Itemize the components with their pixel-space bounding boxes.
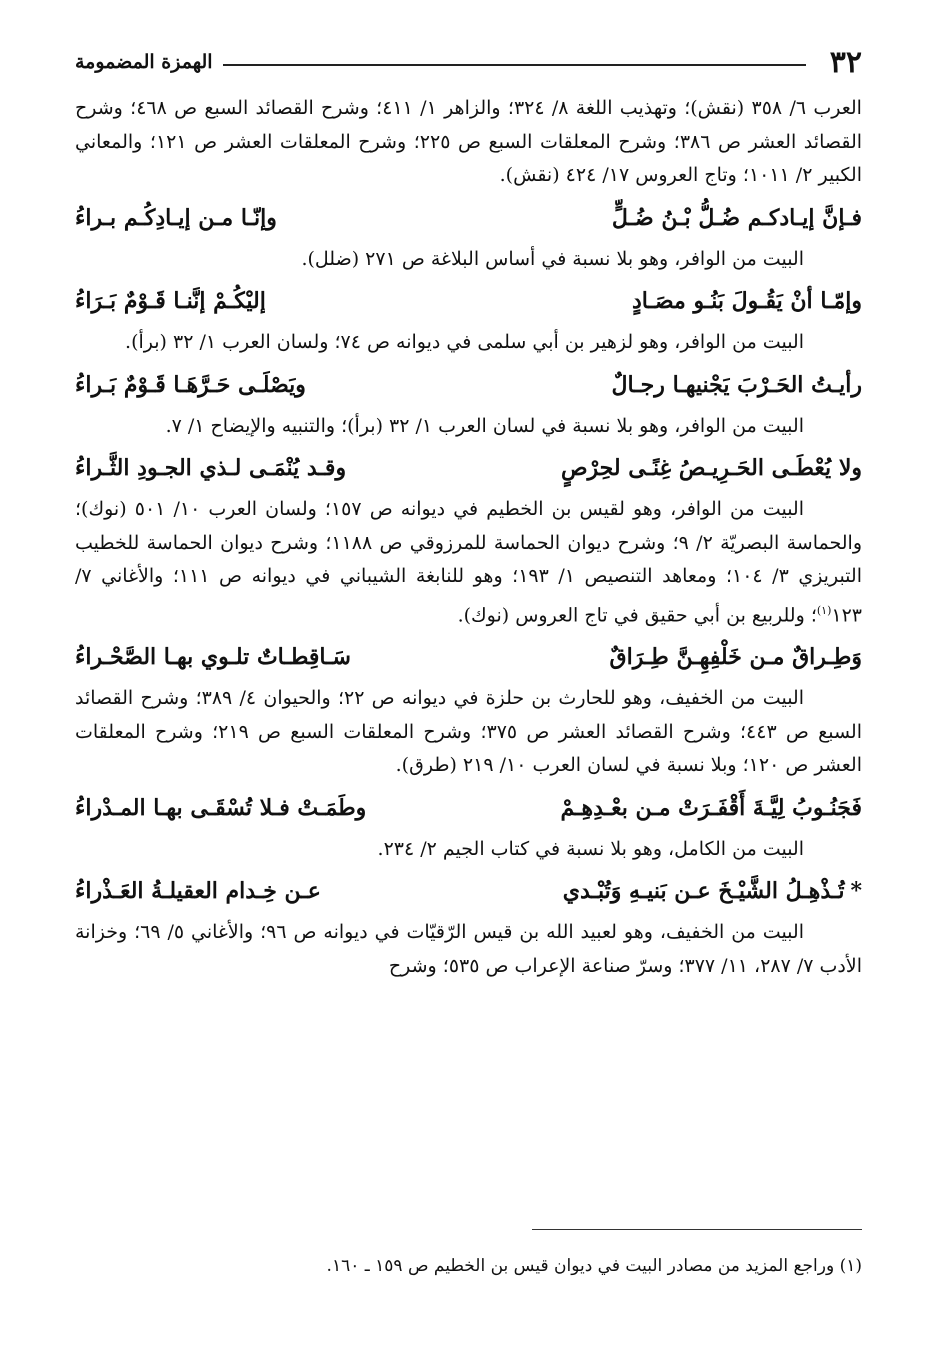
verse-line <box>75 280 862 322</box>
commentary-paragraph <box>75 833 862 867</box>
verse-first-hemistich-text: تُـذْهِـلُ الشَّيْـخَ عـن بَنيـهِ وَتُبْـدي <box>562 878 845 905</box>
footnote-reference[interactable]: (١) <box>816 603 832 617</box>
commentary-text: البيت من الوافر، وهو لزهير بن أبي سلمى في ديوانه ص ٧٤؛ ولسان العرب ١/ ٣٢ (برأ). <box>125 331 804 353</box>
running-title: الهمزة المضمومة <box>75 51 213 73</box>
verse-first-hemistich: فَجَنُـوبُ لِيَّـةَ أَقْفَـرَتْ مـن بعْـدِهِـمْ <box>560 794 862 821</box>
page-number: ٣٢ <box>829 44 862 80</box>
verse-first-hemistich: وإمّـا أنْ يَقُـولَ بَنُـو مصَـادٍ <box>631 288 862 314</box>
commentary-paragraph <box>75 326 862 360</box>
commentary-paragraph <box>75 243 862 277</box>
verse-second-hemistich: وطَمَـتْ فـلا تُسْقَـى بهـا المـدْراءُ <box>75 794 367 821</box>
commentary-text: البيت من الكامل، وهو بلا نسبة في كتاب الجيم ٢/ ٢٣٤. <box>377 837 804 860</box>
footnote-separator <box>532 1229 862 1230</box>
page-body <box>75 92 862 983</box>
commentary-text-continued: ؛ وللربيع بن أبي حقيق في تاج العروس (نوك). <box>457 603 817 626</box>
verse-line <box>75 364 862 406</box>
verse-first-hemistich: فـإنَّ إيـادكـم ضُـلُّ بْـنُ ضُـلٍّ <box>611 204 862 231</box>
commentary-paragraph <box>75 682 862 783</box>
verse-second-hemistich: ويَصْلَـى حَـرَّهَـا قَـوْمٌ بَـراءُ <box>75 371 306 398</box>
verse-second-hemistich: سَـاقِطـاتٌ تلـوي بهـا الصَّحْـراءُ <box>75 644 351 671</box>
header-rule <box>223 64 806 66</box>
verse-second-hemistich: عـن خِـدام العقيلـةُ العَـذْراءُ <box>75 878 321 905</box>
verse-second-hemistich: وإنّـا مـن إيـادِكُـم بـراءُ <box>75 204 277 231</box>
verse-line <box>75 870 862 912</box>
verse-line <box>75 447 862 489</box>
commentary-text: البيت من الوافر، وهو بلا نسبة في لسان العرب ١/ ٣٢ (برأ)؛ والتنبيه والإيضاح ١/ ٧. <box>165 414 804 437</box>
asterisk-marker: * <box>850 878 862 905</box>
verse-line <box>75 787 862 829</box>
commentary-text: العرب ٦/ ٣٥٨ (نقش)؛ وتهذيب اللغة ٨/ ٣٢٤؛ والزاهر ١/ ٤١١؛ وشرح القصائد السبع ص ٤٦٨؛ وشرح القصائد العشر ص ٣٨٦؛ وشرح المعلقات السبع ص ٢٢٥؛ وشرح المعلقات العشر ص ١٢١؛ والمعاني الكبير ٢/ ١٠١١؛ وتاج العروس ١٧/ ٤٢٤ (نقش). <box>75 97 863 186</box>
verse-first-hemistich: وَطِـراقٌ مـن خَلْفِهِـنَّ طِـرَاقٌ <box>609 644 862 671</box>
verse-first-hemistich <box>563 870 862 912</box>
page-header <box>75 42 862 82</box>
verse-first-hemistich: ولا يُعْطَـى الحَـرِيـصُ غِنًـى لحِرْصٍ <box>560 455 862 481</box>
commentary-paragraph <box>75 493 862 632</box>
verse-second-hemistich: وقـد يُنْمَـى لـذي الجـودِ الثَّـراءُ <box>75 455 347 481</box>
commentary-text: البيت من الوافر، وهو بلا نسبة في أساس البلاغة ص ٢٧١ (ضلل). <box>301 247 804 270</box>
commentary-text: البيت من الوافر، وهو لقيس بن الخطيم في ديوانه ص ١٥٧؛ ولسان العرب ١٠/ ٥٠١ (نوك)؛ والحماسة البصريّة ٢/ ٩؛ وشرح ديوان الحماسة للمرزوقي ص ١١٨٨؛ وشرح ديوان الحماسة للخطيب التبريزي ٣/ ١٠٤؛ ومعاهد التنصيص ١/ ١٩٣؛ وهو للنابغة الشيباني في ديوانه ص ١١١؛ والأغاني ٧/ ١٢٣ <box>75 498 863 626</box>
commentary-paragraph <box>75 916 862 983</box>
verse-line <box>75 197 862 239</box>
verse-first-hemistich: رأيـتُ الحَـرْبَ يَجْنيهـا رجـالٌ <box>611 371 862 398</box>
commentary-paragraph <box>75 92 862 193</box>
verse-second-hemistich: إليْكُـمْ إنَّنـا قَـوْمٌ بَـرَاءُ <box>75 288 266 314</box>
footnote: (١) وراجع المزيد من مصادر البيت في ديوان قيس بن الخطيم ص ١٥٩ ـ ١٦٠. <box>326 1256 862 1276</box>
commentary-paragraph <box>75 410 862 444</box>
commentary-text: البيت من الخفيف، وهو لعبيد الله بن قيس الرّقيّات في ديوانه ص ٩٦؛ والأغاني ٥/ ٦٩؛ وخزانة الأدب ٧/ ٢٨٧، ١١/ ٣٧٧؛ وسرّ صناعة الإعراب ص ٥٣٥؛ وشرح <box>75 921 862 977</box>
commentary-text: البيت من الخفيف، وهو للحارث بن حلزة في ديوانه ص ٢٢؛ والحيوان ٤/ ٣٨٩؛ وشرح القصائد السبع ص ٤٤٣؛ وشرح القصائد العشر ص ٣٧٥؛ وشرح المعلقات السبع ص ٢١٩؛ وشرح المعلقات العشر ص ١٢٠؛ وبلا نسبة في لسان العرب ١٠/ ٢١٩ (طرق). <box>75 687 862 777</box>
verse-line <box>75 636 862 678</box>
